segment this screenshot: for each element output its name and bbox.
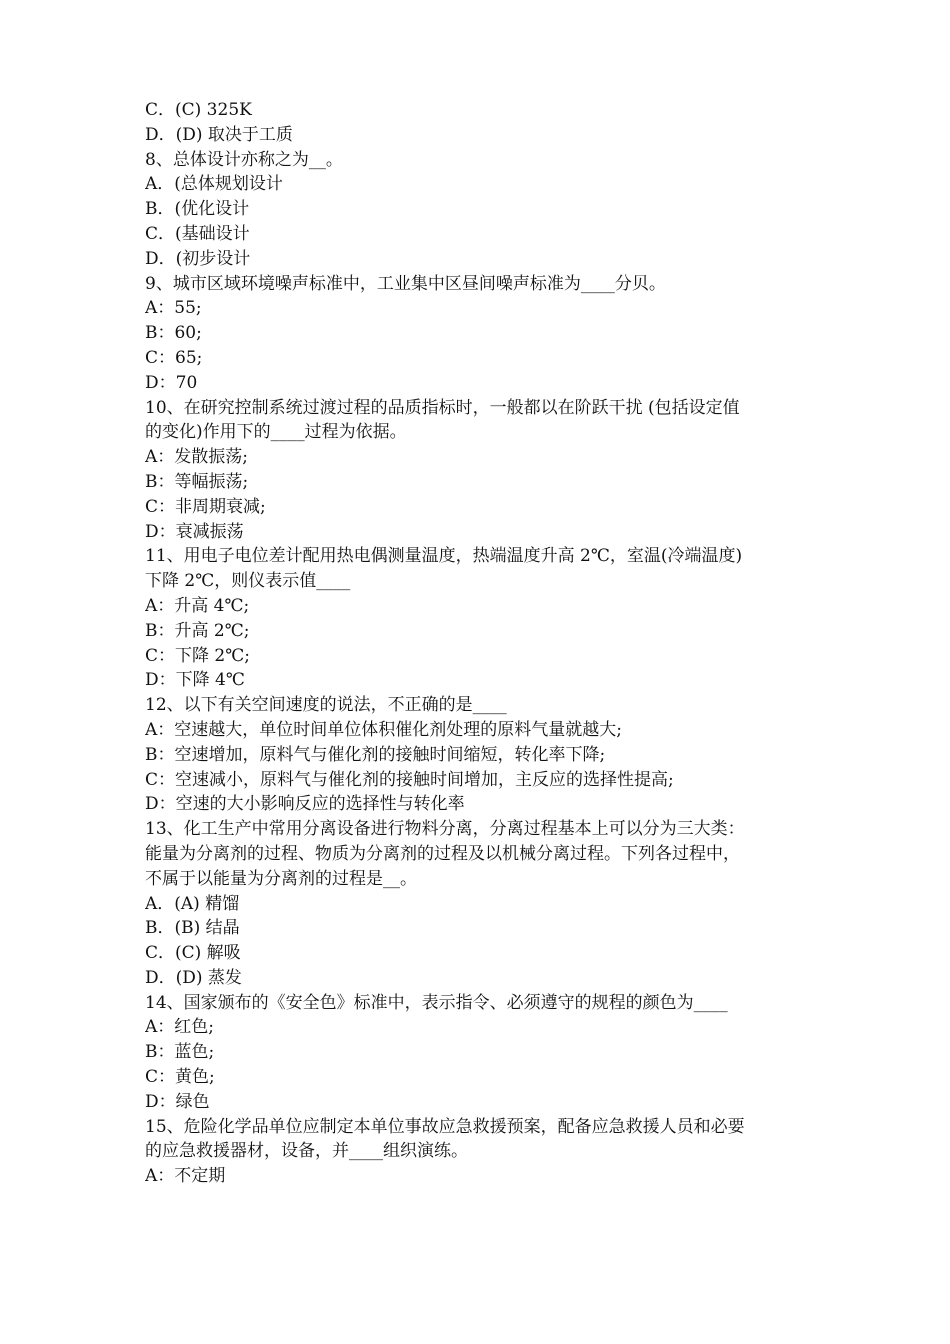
option-line: B：60; [145,323,202,344]
option-line: A．(总体规划设计 [145,174,283,195]
text-line: D．(D) 取决于工质 [145,124,293,145]
option-line: D：70 [145,372,198,393]
option-line: B：蓝色; [145,1042,215,1063]
option-line: C：非周期衰减; [145,496,266,517]
option-line: C．(C) 解吸 [145,943,241,964]
option-line: B：升高 2℃; [145,620,250,641]
option-line: D：下降 4℃ [145,670,245,691]
question-15: 15、危险化学品单位应制定本单位事故应急救援预案，配备应急救援人员和必要 [145,1116,745,1137]
option-line: A：升高 4℃; [145,595,250,616]
text-line: C．(C) 325K [145,100,252,120]
option-line: D：空速的大小影响反应的选择性与转化率 [145,794,465,815]
question-10: 10、在研究控制系统过渡过程的品质指标时，一般都以在阶跃干扰 (包括设定值 [145,397,740,418]
option-line: A：发散振荡; [145,447,249,468]
option-line: C．(基础设计 [145,223,250,244]
question-8: 8、总体设计亦称之为__。 [145,149,343,170]
option-line: A：不定期 [145,1166,226,1187]
option-line: A：红色; [145,1017,215,1038]
question-15-cont: 的应急救援器材，设备，并____组织演练。 [145,1141,468,1162]
option-line: D：绿色 [145,1091,210,1112]
question-13: 13、化工生产中常用分离设备进行物料分离，分离过程基本上可以分为三大类： [145,819,745,840]
option-line: A：55; [145,298,202,319]
question-11-cont: 下降 2℃，则仪表示值____ [145,571,351,592]
question-10-cont: 的变化)作用下的____过程为依据。 [145,422,407,443]
question-9: 9、城市区域环境噪声标准中，工业集中区昼间噪声标准为____分贝。 [145,273,666,294]
option-line: D：衰减振荡 [145,521,244,542]
option-line: D．(D) 蒸发 [145,967,242,988]
option-line: A．(A) 精馏 [145,893,240,914]
option-line: A：空速越大，单位时间单位体积催化剂处理的原料气量就越大; [145,719,623,740]
option-line: C：黄色; [145,1067,215,1088]
option-line: B．(B) 结晶 [145,918,240,939]
option-line: B：等幅振荡; [145,471,249,492]
question-13-cont: 能量为分离剂的过程、物质为分离剂的过程及以机械分离过程。下列各过程中， [145,843,740,864]
option-line: D．(初步设计 [145,248,251,269]
option-line: C：65; [145,347,203,368]
question-13-cont: 不属于以能量为分离剂的过程是__。 [145,868,417,889]
question-11: 11、用电子电位差计配用热电偶测量温度，热端温度升高 2℃，室温(冷端温度) [145,546,743,567]
question-14: 14、国家颁布的《安全色》标准中，表示指令、必须遵守的规程的颜色为____ [145,992,728,1013]
option-line: C：空速减小，原料气与催化剂的接触时间增加，主反应的选择性提高; [145,769,674,790]
option-line: B：空速增加，原料气与催化剂的接触时间缩短，转化率下降; [145,744,606,765]
question-12: 12、以下有关空间速度的说法，不正确的是____ [145,695,507,716]
option-line: C：下降 2℃; [145,645,250,666]
option-line: B．(优化设计 [145,199,250,220]
